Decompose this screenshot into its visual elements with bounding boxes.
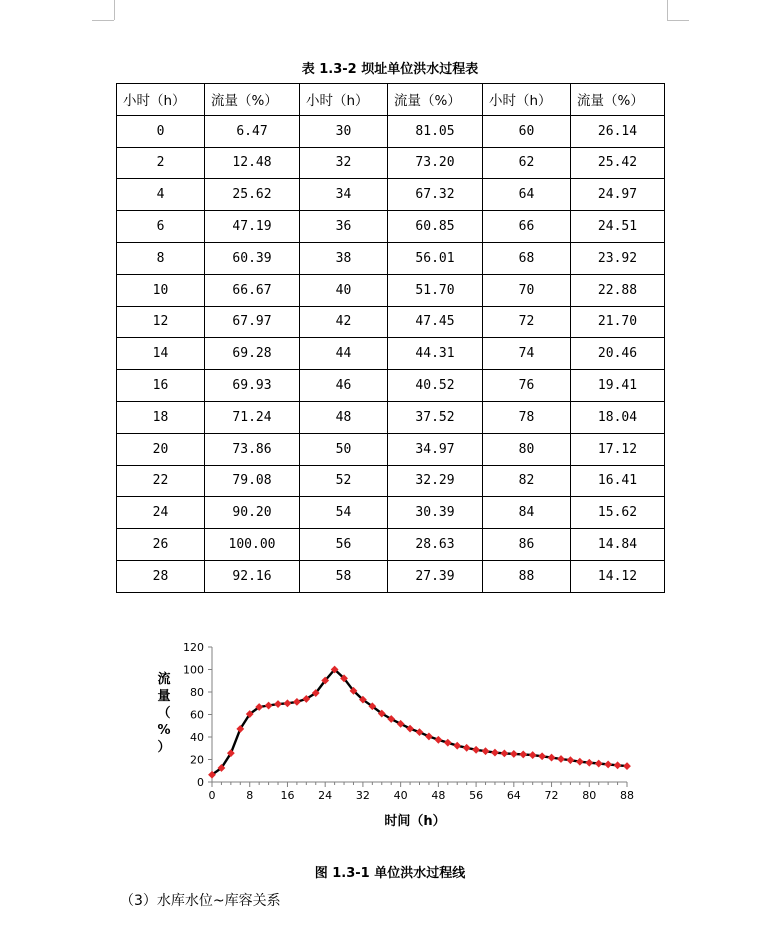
section-heading: （3）水库水位~库容关系 xyxy=(120,893,281,909)
hour-cell: 0 xyxy=(117,115,205,147)
x-axis-label: 时间（h） xyxy=(384,814,446,829)
flow-cell: 60.39 xyxy=(205,242,300,274)
data-point xyxy=(520,751,526,757)
flow-cell: 100.00 xyxy=(205,529,300,561)
table-body xyxy=(117,115,665,592)
hour-cell: 76 xyxy=(483,370,571,402)
table-row xyxy=(117,211,665,243)
hour-cell: 62 xyxy=(483,147,571,179)
hour-cell: 80 xyxy=(483,433,571,465)
hour-cell: 42 xyxy=(300,306,388,338)
data-point xyxy=(454,742,460,748)
table-row xyxy=(117,242,665,274)
data-point xyxy=(577,759,583,765)
flow-cell: 69.28 xyxy=(205,338,300,370)
table-row xyxy=(117,433,665,465)
data-point xyxy=(511,751,517,757)
flow-cell: 66.67 xyxy=(205,274,300,306)
table-row xyxy=(117,497,665,529)
flow-cell: 69.93 xyxy=(205,370,300,402)
page-corner-mark xyxy=(114,0,115,20)
hour-cell: 24 xyxy=(117,497,205,529)
hour-cell: 4 xyxy=(117,179,205,211)
flow-cell: 79.08 xyxy=(205,465,300,497)
flow-cell: 73.86 xyxy=(205,433,300,465)
table-row xyxy=(117,338,665,370)
hour-cell: 20 xyxy=(117,433,205,465)
table-row xyxy=(117,529,665,561)
hour-cell: 84 xyxy=(483,497,571,529)
flow-cell: 25.62 xyxy=(205,179,300,211)
hour-cell: 78 xyxy=(483,401,571,433)
y-tick-label: 40 xyxy=(190,731,204,744)
flow-cell: 12.48 xyxy=(205,147,300,179)
hour-cell: 66 xyxy=(483,211,571,243)
hour-cell: 48 xyxy=(300,401,388,433)
header-flow-2: 流量（%） xyxy=(388,84,483,116)
y-tick-label: 0 xyxy=(197,776,204,789)
hour-cell: 46 xyxy=(300,370,388,402)
hour-cell: 10 xyxy=(117,274,205,306)
data-point xyxy=(265,702,271,708)
flow-cell: 60.85 xyxy=(388,211,483,243)
data-point xyxy=(473,747,479,753)
flow-cell: 40.52 xyxy=(388,370,483,402)
header-hour-1: 小时（h） xyxy=(117,84,205,116)
flow-cell: 25.42 xyxy=(571,147,665,179)
flow-cell: 71.24 xyxy=(205,401,300,433)
flood-process-chart xyxy=(150,635,650,835)
flow-cell: 18.04 xyxy=(571,401,665,433)
hour-cell: 82 xyxy=(483,465,571,497)
hour-cell: 16 xyxy=(117,370,205,402)
hour-cell: 74 xyxy=(483,338,571,370)
flow-cell: 19.41 xyxy=(571,370,665,402)
x-tick-label: 56 xyxy=(469,789,484,802)
data-point xyxy=(567,757,573,763)
data-point xyxy=(529,752,535,758)
flow-cell: 47.19 xyxy=(205,211,300,243)
flow-cell: 14.84 xyxy=(571,529,665,561)
flow-cell: 22.88 xyxy=(571,274,665,306)
flow-cell: 28.63 xyxy=(388,529,483,561)
header-flow-1: 流量（%） xyxy=(205,84,300,116)
x-tick-label: 32 xyxy=(355,789,370,802)
hour-cell: 44 xyxy=(300,338,388,370)
chart-axes xyxy=(212,647,627,782)
hour-cell: 60 xyxy=(483,115,571,147)
flow-cell: 15.62 xyxy=(571,497,665,529)
flood-process-table xyxy=(116,83,665,593)
hour-cell: 8 xyxy=(117,242,205,274)
hour-cell: 54 xyxy=(300,497,388,529)
hour-cell: 52 xyxy=(300,465,388,497)
flow-cell: 81.05 xyxy=(388,115,483,147)
table-row xyxy=(117,115,665,147)
hour-cell: 18 xyxy=(117,401,205,433)
hour-cell: 50 xyxy=(300,433,388,465)
y-tick-label: 80 xyxy=(190,686,204,699)
data-point xyxy=(605,761,611,767)
y-tick-label: 100 xyxy=(183,663,204,677)
page-corner-mark xyxy=(667,20,689,21)
data-point xyxy=(435,737,441,743)
data-point xyxy=(482,748,488,754)
flow-cell: 30.39 xyxy=(388,497,483,529)
hour-cell: 86 xyxy=(483,529,571,561)
hour-cell: 28 xyxy=(117,560,205,592)
x-tick-label: 0 xyxy=(208,789,216,802)
flow-cell: 6.47 xyxy=(205,115,300,147)
table-row xyxy=(117,465,665,497)
flow-cell: 44.31 xyxy=(388,338,483,370)
x-tick-label: 40 xyxy=(393,789,408,802)
hour-cell: 72 xyxy=(483,306,571,338)
hour-cell: 34 xyxy=(300,179,388,211)
x-tick-label: 72 xyxy=(544,789,559,802)
y-tick-label: 120 xyxy=(183,641,204,654)
flow-cell: 24.51 xyxy=(571,211,665,243)
series-markers xyxy=(209,666,630,778)
hour-cell: 26 xyxy=(117,529,205,561)
hour-cell: 58 xyxy=(300,560,388,592)
hour-cell: 32 xyxy=(300,147,388,179)
flow-cell: 24.97 xyxy=(571,179,665,211)
x-tick-label: 80 xyxy=(582,789,597,802)
y-tick-label: 60 xyxy=(190,708,204,722)
hour-cell: 56 xyxy=(300,529,388,561)
hour-cell: 30 xyxy=(300,115,388,147)
flow-cell: 23.92 xyxy=(571,242,665,274)
flow-cell: 56.01 xyxy=(388,242,483,274)
y-tick-label: 20 xyxy=(190,753,204,767)
flow-cell: 37.52 xyxy=(388,401,483,433)
x-tick-label: 16 xyxy=(280,789,295,802)
data-point xyxy=(548,754,554,760)
data-point xyxy=(492,749,498,755)
flow-cell: 90.20 xyxy=(205,497,300,529)
table-row xyxy=(117,274,665,306)
table-row xyxy=(117,401,665,433)
flow-cell: 21.70 xyxy=(571,306,665,338)
flow-cell: 14.12 xyxy=(571,560,665,592)
hour-cell: 88 xyxy=(483,560,571,592)
hour-cell: 70 xyxy=(483,274,571,306)
hour-cell: 2 xyxy=(117,147,205,179)
hour-cell: 22 xyxy=(117,465,205,497)
table-row xyxy=(117,306,665,338)
x-tick-label: 8 xyxy=(246,789,254,802)
flow-cell: 67.97 xyxy=(205,306,300,338)
page-corner-mark xyxy=(667,0,668,20)
hour-cell: 14 xyxy=(117,338,205,370)
data-point xyxy=(614,762,620,768)
flow-cell: 73.20 xyxy=(388,147,483,179)
flow-cell: 26.14 xyxy=(571,115,665,147)
flow-cell: 27.39 xyxy=(388,560,483,592)
hour-cell: 6 xyxy=(117,211,205,243)
data-point xyxy=(586,760,592,766)
header-hour-3: 小时（h） xyxy=(483,84,571,116)
table-row xyxy=(117,560,665,592)
data-point xyxy=(596,760,602,766)
data-point xyxy=(539,753,545,759)
data-point xyxy=(558,756,564,762)
x-tick-label: 64 xyxy=(506,789,521,802)
chart-ticks xyxy=(183,641,634,802)
flow-cell: 20.46 xyxy=(571,338,665,370)
header-hour-2: 小时（h） xyxy=(300,84,388,116)
figure-caption: 图 1.3-1 单位洪水过程线 xyxy=(314,866,466,881)
data-point xyxy=(445,739,451,745)
page-corner-mark xyxy=(92,20,114,21)
flow-cell: 67.32 xyxy=(388,179,483,211)
flow-cell: 47.45 xyxy=(388,306,483,338)
flow-cell: 34.97 xyxy=(388,433,483,465)
data-point xyxy=(624,763,630,769)
hour-cell: 38 xyxy=(300,242,388,274)
y-axis-label: 流量（%） xyxy=(157,672,171,755)
data-point xyxy=(501,750,507,756)
flow-cell: 51.70 xyxy=(388,274,483,306)
data-point xyxy=(284,700,290,706)
x-tick-label: 88 xyxy=(620,789,634,802)
table-row xyxy=(117,179,665,211)
header-flow-3: 流量（%） xyxy=(571,84,665,116)
data-point xyxy=(275,701,281,707)
hour-cell: 40 xyxy=(300,274,388,306)
data-point xyxy=(463,745,469,751)
x-tick-label: 48 xyxy=(431,789,446,802)
x-tick-label: 24 xyxy=(318,789,333,802)
data-point xyxy=(294,699,300,705)
flow-cell: 16.41 xyxy=(571,465,665,497)
hour-cell: 36 xyxy=(300,211,388,243)
table-row xyxy=(117,370,665,402)
table-header-row xyxy=(117,84,665,116)
hour-cell: 64 xyxy=(483,179,571,211)
hour-cell: 68 xyxy=(483,242,571,274)
table-row xyxy=(117,147,665,179)
flow-cell: 92.16 xyxy=(205,560,300,592)
table-caption: 表 1.3-2 坝址单位洪水过程表 xyxy=(301,62,479,77)
hour-cell: 12 xyxy=(117,306,205,338)
flow-cell: 32.29 xyxy=(388,465,483,497)
flow-cell: 17.12 xyxy=(571,433,665,465)
